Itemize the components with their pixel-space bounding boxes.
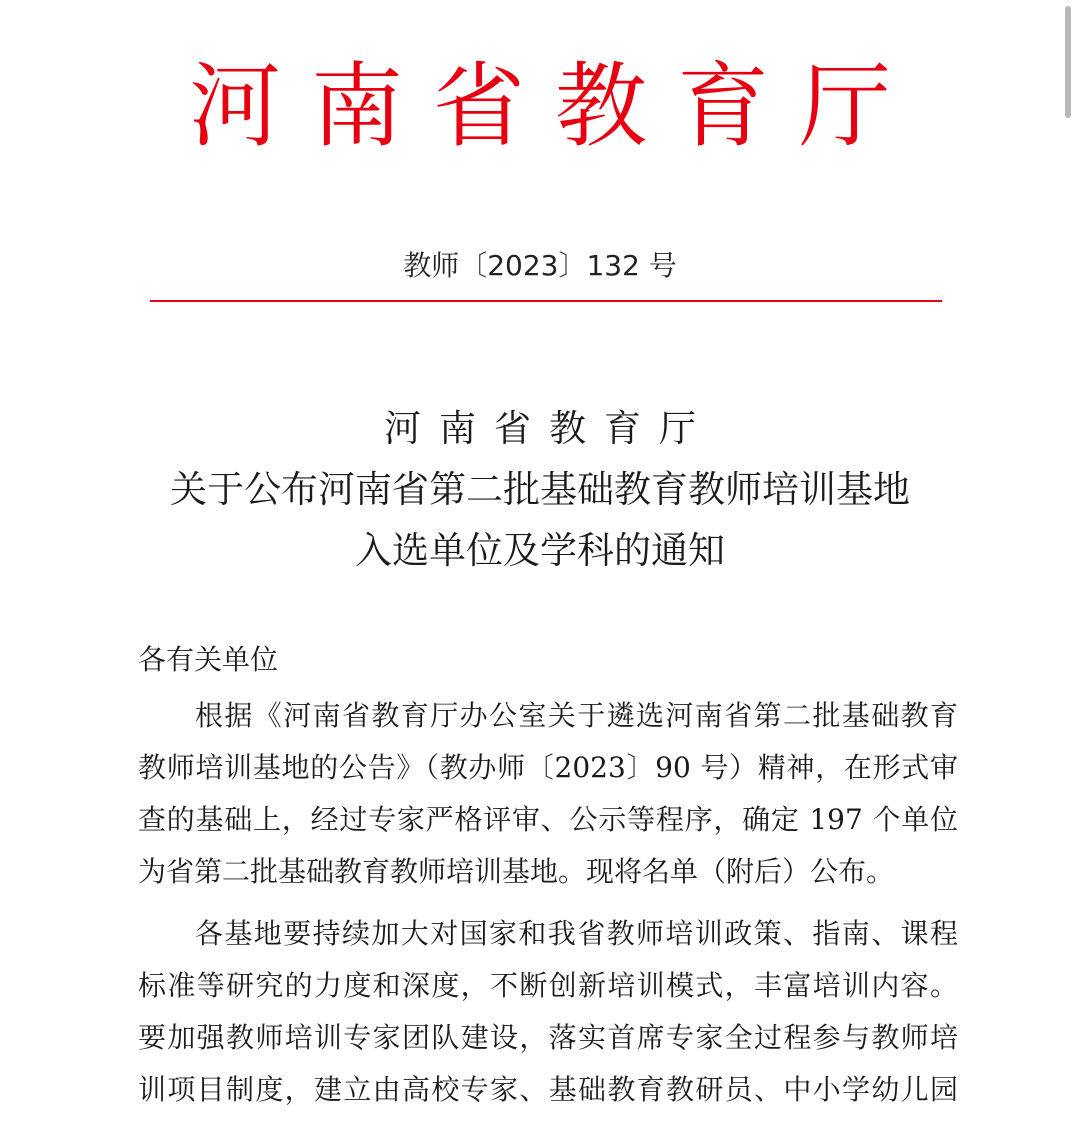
title-line-org: 河南省教育厅 (384, 407, 714, 450)
paragraph-gap (138, 898, 958, 908)
salutation: 各有关单位 (138, 643, 279, 676)
document-number: 教师〔2023〕132 号 (403, 249, 677, 282)
paragraph-line: 查的基础上，经过专家严格评审、公示等程序，确定 197 个单位 (138, 803, 958, 836)
issuing-organization-header: 河南省教育厅 (188, 53, 921, 160)
paragraph-line: 教师培训基地的公告》（教办师〔2023〕90 号）精神，在形式审 (138, 751, 958, 784)
paragraph-line: 训项目制度，建立由高校专家、基础教育教研员、中小学幼儿园 (138, 1073, 958, 1106)
body-text (138, 690, 958, 1116)
title-line-subject-cont: 入选单位及学科的通知 (355, 529, 725, 572)
scrollbar-thumb[interactable] (1065, 6, 1071, 118)
document-title (0, 398, 1080, 581)
paragraph (138, 690, 958, 898)
red-divider-line (150, 300, 942, 302)
paragraph (138, 908, 958, 1116)
paragraph-line: 标准等研究的力度和深度，不断创新培训模式，丰富培训内容。 (138, 969, 958, 1002)
paragraph-line: 各基地要持续加大对国家和我省教师培训政策、指南、课程 (195, 917, 958, 950)
title-line-subject: 关于公布河南省第二批基础教育教师培训基地 (170, 468, 910, 511)
paragraph-line: 要加强教师培训专家团队建设，落实首席专家全过程参与教师培 (138, 1021, 958, 1054)
vertical-scrollbar[interactable] (1060, 0, 1080, 1139)
paragraph-line: 为省第二批基础教育教师培训基地。现将名单（附后）公布。 (138, 855, 895, 888)
paragraph-line: 根据《河南省教育厅办公室关于遴选河南省第二批基础教育 (195, 699, 958, 732)
